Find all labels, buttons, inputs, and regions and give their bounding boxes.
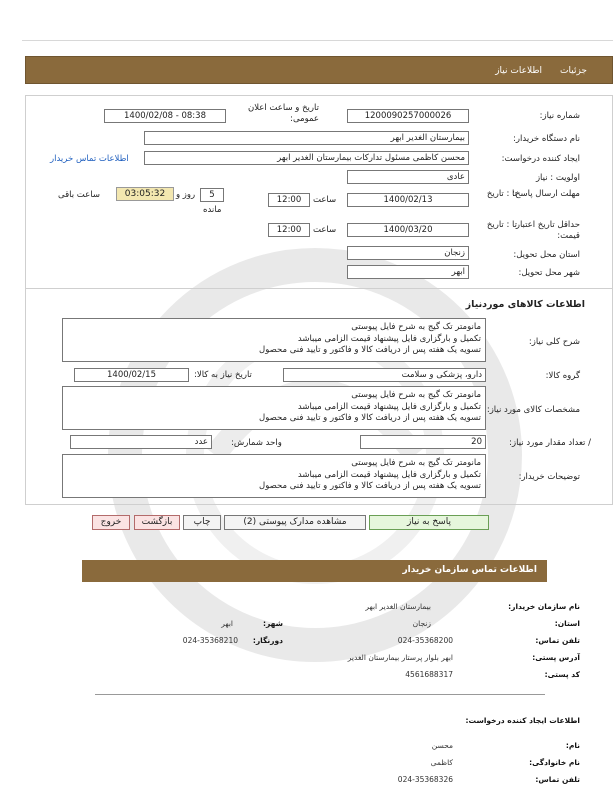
- quantity-field: 20: [360, 435, 486, 449]
- specs-line: تکمیل و بارگزاری فایل پیشنهاد قیمت الزامی میباشد: [297, 401, 481, 412]
- buyer-label: نام دستگاه خریدار:: [513, 134, 580, 144]
- buyer-notes-box: [62, 454, 486, 498]
- goods-group-label: گروه کالا:: [545, 371, 580, 381]
- days-remaining-field: 5: [200, 188, 224, 202]
- contact-phone-label: تلفن تماس:: [535, 636, 580, 645]
- buyer-notes-line: تکمیل و بارگزاری فایل پیشنهاد قیمت الزامی میباشد: [297, 469, 481, 480]
- contact-city-label: شهر:: [263, 619, 283, 628]
- announce-date-label: تاریخ و ساعت اعلان عمومی:: [247, 103, 319, 124]
- days-label: روز و: [176, 190, 196, 200]
- creator-info-title: اطلاعات ایجاد کننده درخواست:: [465, 716, 580, 725]
- view-attachments-button[interactable]: مشاهده مدارک پیوستی (2): [224, 515, 366, 530]
- buyer-contact-link[interactable]: اطلاعات تماس خریدار: [50, 154, 129, 164]
- need-number-field: 1200090257000026: [347, 109, 469, 123]
- contact-org-value: بیمارستان الغدیر ابهر: [365, 602, 431, 611]
- summary-line: مانومتر تک گیج به شرح فایل پیوستی: [351, 322, 481, 332]
- need-number-label: شماره نیاز:: [539, 111, 580, 121]
- city-label: شهر محل تحویل:: [518, 268, 580, 278]
- contact-city-value: ابهر: [221, 619, 233, 628]
- goods-group-field: دارو، پزشکی و سلامت: [283, 368, 486, 382]
- specs-line: تسویه یک هفته پس از دریافت کالا و فاکتور و تایید فنی محصول: [259, 413, 481, 423]
- contact-postal-label: کد پستی:: [544, 670, 580, 679]
- need-date-field: 1400/02/15: [74, 368, 189, 382]
- contact-province-value: زنجان: [412, 619, 431, 628]
- creator-phone-value: 024-35368326: [397, 775, 453, 784]
- deadline-time-field: 12:00: [268, 193, 310, 207]
- contact-province-label: استان:: [554, 619, 580, 628]
- unit-field: عدد: [70, 435, 212, 449]
- print-button[interactable]: چاپ: [183, 515, 221, 530]
- contact-phone-value: 024-35368200: [397, 636, 453, 645]
- specs-box: [62, 386, 486, 430]
- contact-title: اطلاعات تماس سازمان خریدار: [402, 565, 537, 575]
- creator-family-label: نام خانوادگی:: [529, 758, 580, 767]
- unit-label: واحد شمارش:: [231, 438, 282, 448]
- priority-field: عادی: [347, 170, 469, 184]
- province-field: زنجان: [347, 246, 469, 260]
- buyer-field: بیمارستان الغدیر ابهر: [144, 131, 469, 145]
- creator-family-value: کاظمی: [430, 758, 453, 767]
- countdown-timer: 03:05:32: [116, 187, 174, 201]
- contact-postal-value: 4561688317: [405, 670, 453, 679]
- city-field: ابهر: [347, 265, 469, 279]
- priority-label: اولویت : نیاز: [535, 173, 580, 183]
- buyer-notes-label: توضیحات خریدار:: [518, 472, 580, 482]
- contact-address-value: ابهر بلوار پرستار بیمارستان الغدیر: [347, 653, 453, 662]
- specs-line: مانومتر تک گیج به شرح فایل پیوستی: [351, 390, 481, 400]
- creator-name-label: نام:: [565, 741, 580, 750]
- goods-section-title: اطلاعات کالاهای موردنیاز: [465, 299, 585, 310]
- validity-time-field: 12:00: [268, 223, 310, 237]
- back-button[interactable]: بازگشت: [134, 515, 180, 530]
- exit-button[interactable]: خروج: [92, 515, 130, 530]
- summary-line: تسویه یک هفته پس از دریافت کالا و فاکتور و تایید فنی محصول: [259, 345, 481, 355]
- header-tab-bar: [25, 56, 613, 84]
- buyer-notes-line: تسویه یک هفته پس از دریافت کالا و فاکتور و تایید فنی محصول: [259, 481, 481, 491]
- creator-name-value: محسن: [431, 741, 453, 750]
- deadline-time-label: ساعت: [313, 195, 337, 205]
- summary-line: تکمیل و بارگزاری فایل پیشنهاد قیمت الزامی میباشد: [297, 333, 481, 344]
- section-divider: [26, 288, 612, 289]
- deadline-until-label: تا : تاریخ: [486, 189, 517, 199]
- announce-date-field: 1400/02/08 - 08:38: [104, 109, 226, 123]
- contact-address-label: آدرس پستی:: [532, 653, 580, 662]
- validity-date-field: 1400/03/20: [347, 223, 469, 237]
- remaining-label: مانده: [203, 205, 222, 215]
- creator-label: ایجاد کننده درخواست:: [501, 154, 580, 164]
- tab-details[interactable]: جزئیات: [560, 66, 587, 76]
- tab-need-info[interactable]: اطلاعات نیاز: [495, 66, 542, 76]
- respond-button[interactable]: پاسخ به نیاز: [369, 515, 489, 530]
- price-validity-label: حداقل تاریخ اعتبار قیمت:: [515, 220, 580, 241]
- contact-header-bar: [82, 560, 547, 582]
- validity-time-label: ساعت: [313, 225, 337, 235]
- contact-fax-value: 024-35368210: [182, 636, 238, 645]
- creator-phone-label: تلفن تماس:: [535, 775, 580, 784]
- contact-divider: [95, 694, 545, 695]
- specs-label: مشخصات کالای مورد نیاز:: [486, 405, 580, 415]
- contact-fax-label: دورنگار:: [252, 636, 283, 645]
- contact-org-label: نام سازمان خریدار:: [508, 602, 580, 611]
- validity-until-label: تا : تاریخ: [486, 220, 517, 230]
- province-label: استان محل تحویل:: [513, 250, 580, 260]
- buyer-notes-line: مانومتر تک گیج به شرح فایل پیوستی: [351, 458, 481, 468]
- deadline-label: مهلت ارسال پاسخ:: [512, 189, 580, 199]
- hours-remaining-label: ساعت باقی: [58, 190, 100, 200]
- deadline-date-field: 1400/02/13: [347, 193, 469, 207]
- top-divider: [22, 40, 613, 41]
- quantity-label: / تعداد مقدار مورد نیاز:: [509, 438, 591, 448]
- summary-box: [62, 318, 486, 362]
- summary-label: شرح کلی نیاز:: [528, 337, 580, 347]
- need-date-label: تاریخ نیاز به کالا:: [194, 370, 252, 380]
- creator-field: محسن کاظمی مسئول تدارکات بیمارستان الغدیر ابهر: [144, 151, 469, 165]
